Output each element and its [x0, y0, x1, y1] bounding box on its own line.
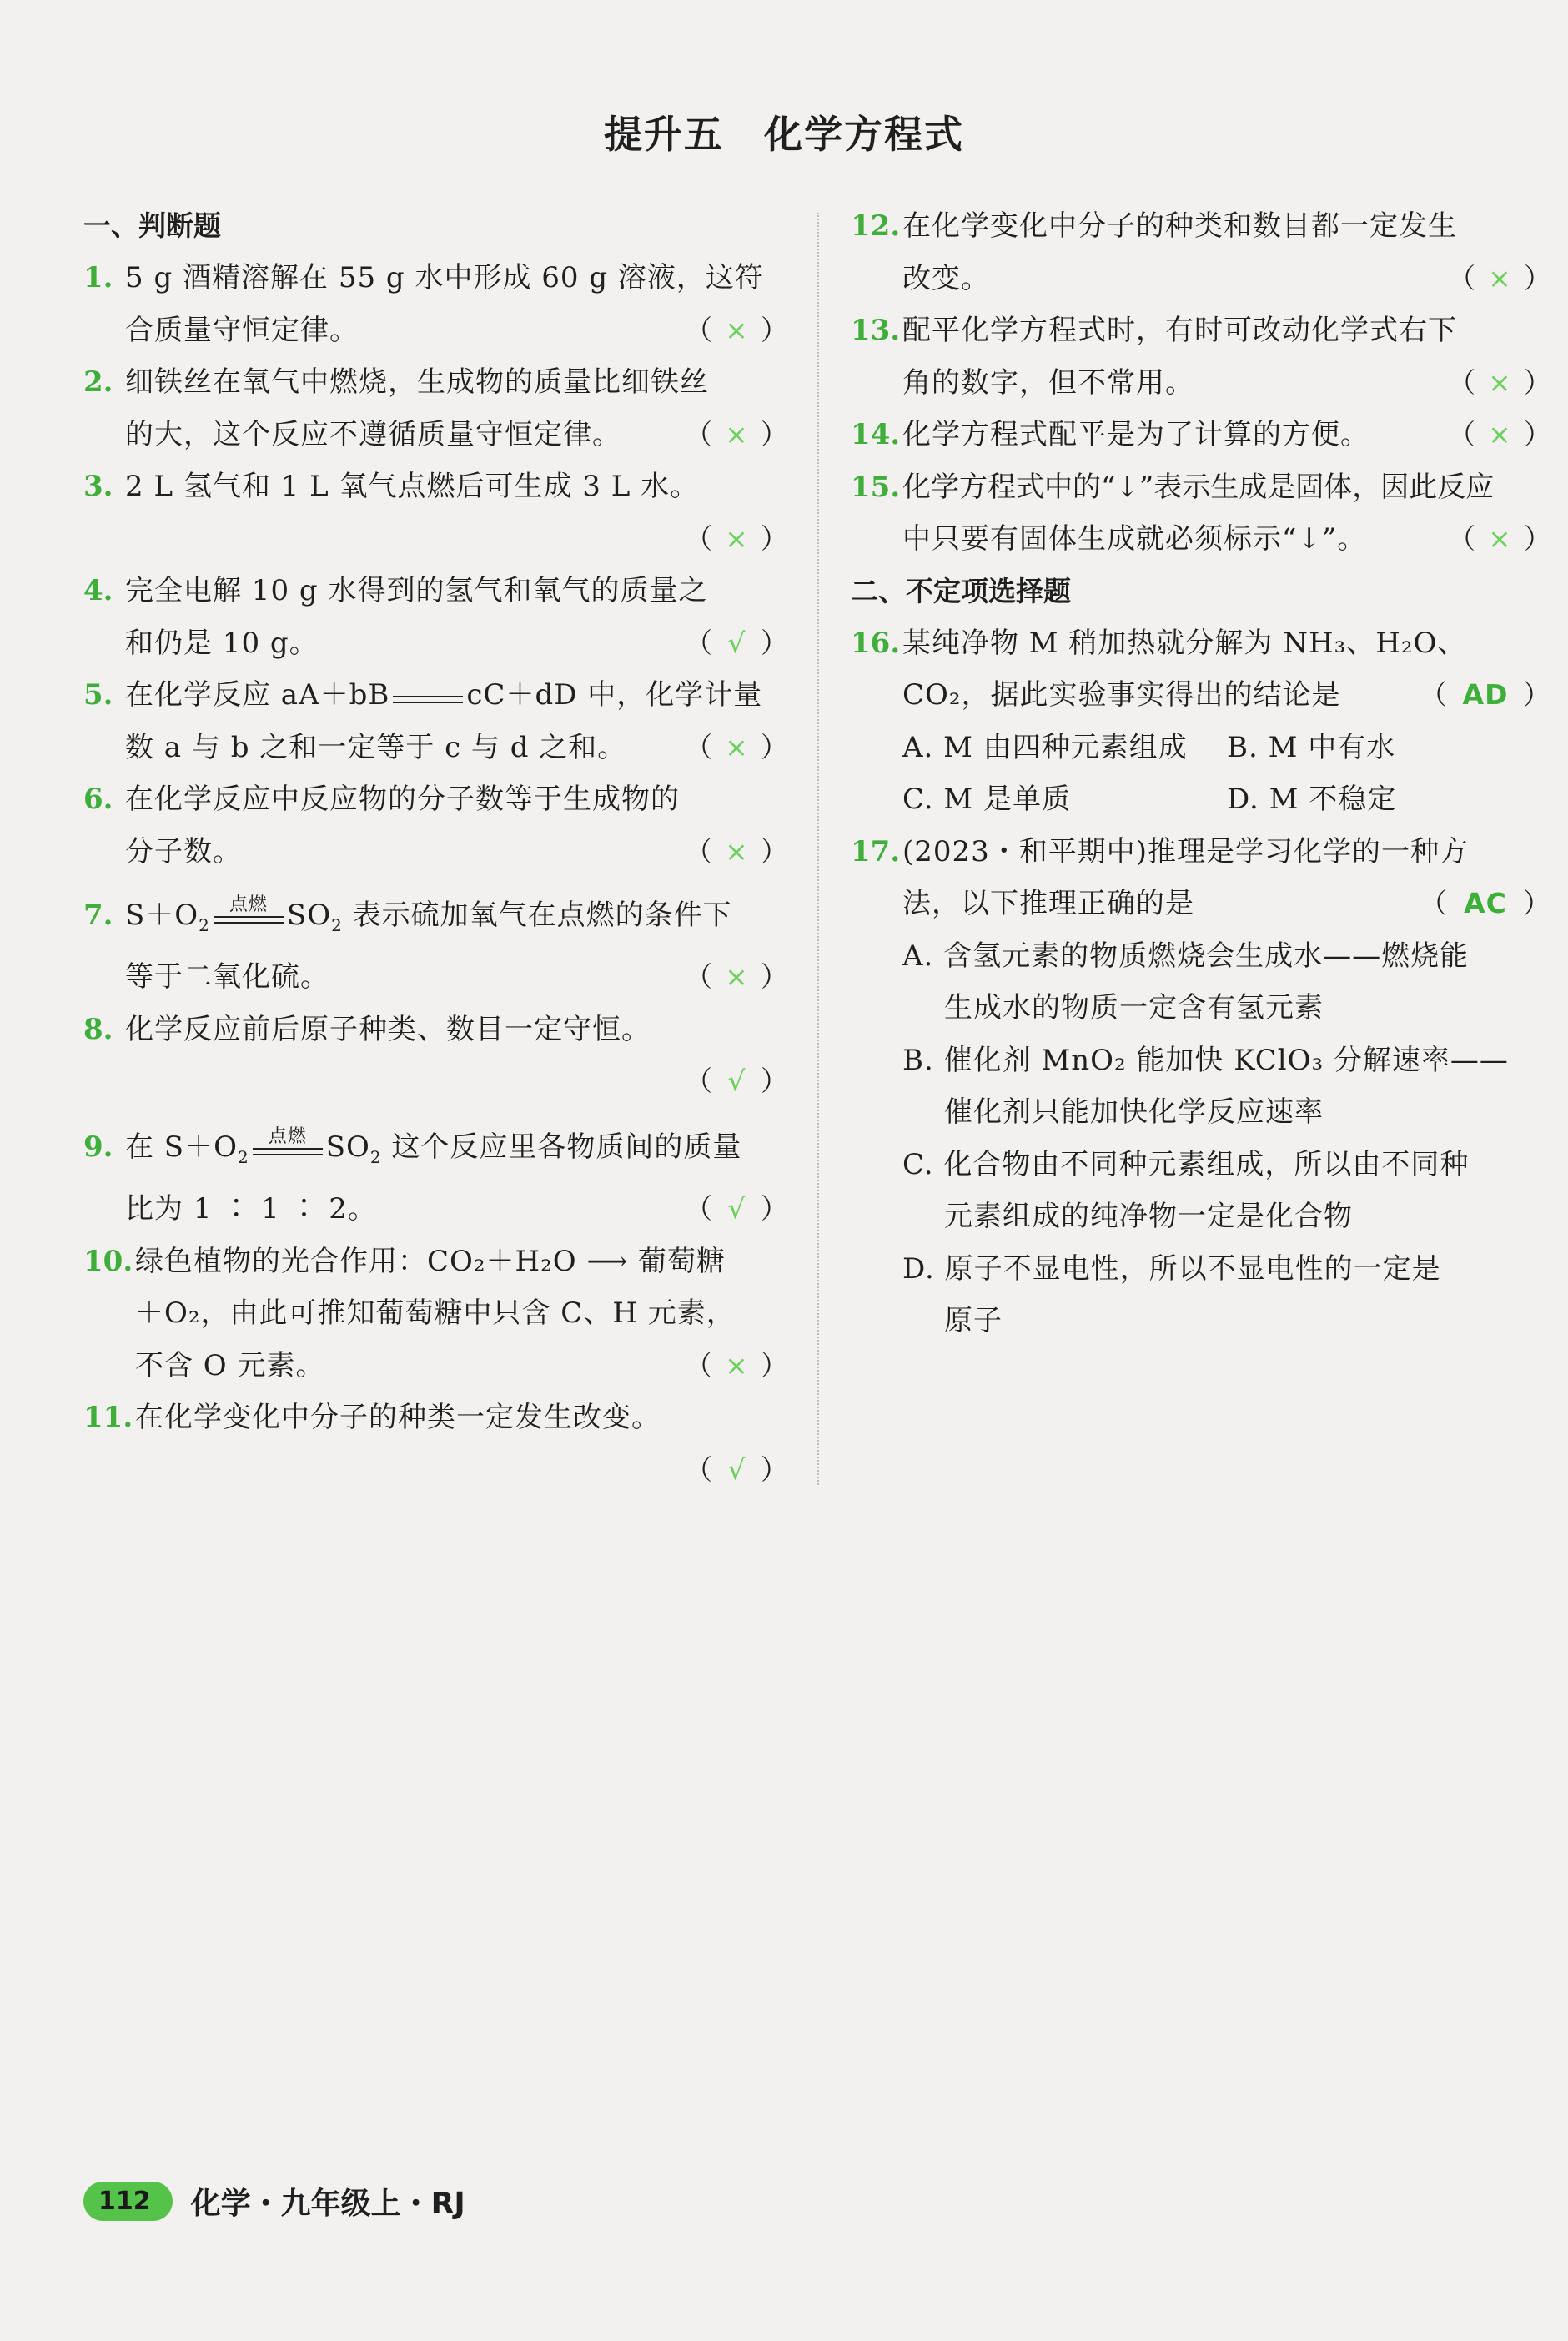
question-number: 2.: [83, 365, 113, 399]
question-15: [851, 461, 1551, 566]
title-sub: 化学方程式: [764, 112, 964, 157]
question-number: 3.: [83, 470, 113, 503]
question-number: 8.: [83, 1012, 113, 1046]
answer-mark: ×: [1488, 522, 1511, 555]
question-12: [851, 200, 1551, 305]
answer-mark: ×: [725, 313, 748, 346]
question-14: [851, 409, 1551, 461]
option-b: B. M 中有水: [1227, 730, 1396, 764]
question-11: [83, 1392, 788, 1496]
section-heading-choice: 二、不定项选择题: [851, 574, 1071, 607]
question-4: [83, 565, 788, 669]
page-footer: [83, 2177, 465, 2224]
answer-mark: ×: [1488, 261, 1511, 295]
answer-bracket: （ AD ）: [1420, 669, 1551, 722]
question-text: ＋O₂，由此可推知葡萄糖中只含 C、H 元素，: [135, 1296, 736, 1331]
question-number: 1.: [83, 261, 113, 295]
question-text: 分子数。: [125, 834, 242, 868]
answer-mark: √: [727, 1192, 746, 1226]
question-text: 等于二氧化硫。: [125, 960, 329, 994]
answer-mark: ×: [725, 417, 748, 451]
option-c: C. M 是单质: [902, 783, 1072, 816]
question-text: 改变。: [902, 261, 990, 295]
answer-bracket: （ √ ）: [685, 1444, 788, 1497]
option-d: D. M 不稳定: [1227, 783, 1397, 816]
question-number: 10.: [83, 1244, 133, 1278]
option-d-cont: 原子: [944, 1304, 1003, 1337]
question-number: 4.: [83, 574, 113, 607]
answer-bracket: （ × ）: [1448, 409, 1551, 461]
reaction-condition: 点燃: [249, 1136, 326, 1161]
answer-bracket: （ × ）: [685, 513, 788, 566]
question-3: [83, 461, 788, 565]
option-c-cont: 元素组成的纯净物一定是化合物: [944, 1200, 1353, 1233]
reaction-condition: 点燃: [210, 904, 287, 929]
question-number: 11.: [83, 1401, 133, 1435]
option-b-cont: 催化剂只能加快化学反应速率: [944, 1095, 1324, 1129]
question-number: 7.: [83, 899, 113, 932]
answer-bracket: （ × ）: [1448, 513, 1551, 566]
option-c: C. 化合物由不同种元素组成，所以由不同种: [902, 1147, 1470, 1181]
question-text: 在化学反应中反应物的分子数等于生成物的: [125, 783, 680, 816]
option-b: B. 催化剂 MnO₂ 能加快 KClO₃ 分解速率——: [902, 1043, 1509, 1077]
answer-bracket: （ × ）: [685, 722, 788, 774]
answer-mark: √: [727, 626, 746, 659]
answer-mark: ×: [1488, 365, 1511, 399]
option-a: A. 含氢元素的物质燃烧会生成水——燃烧能: [902, 939, 1470, 973]
question-text: 角的数字，但不常用。: [902, 365, 1194, 400]
answer-choice: AD: [1462, 678, 1509, 711]
question-16: [851, 617, 1551, 826]
options-row: [902, 773, 1551, 826]
answer-choice: AC: [1464, 887, 1507, 919]
answer-bracket: （ √ ）: [685, 1055, 788, 1108]
question-text: 在化学变化中分子的种类一定发生改变。: [135, 1401, 661, 1435]
question-text: 合质量守恒定律。: [125, 313, 359, 347]
question-13: [851, 305, 1551, 409]
option-a: A. M 由四种元素组成: [902, 730, 1188, 764]
question-7: [83, 889, 788, 1004]
question-text: 的大，这个反应不遵循质量守恒定律。: [125, 417, 621, 451]
answer-mark: ×: [725, 960, 748, 994]
answer-bracket: （ × ）: [685, 826, 788, 879]
question-text: 化学方程式中的“↓”表示生成是固体，因此反应: [902, 470, 1495, 504]
question-text: $S+O_2$ 点燃 $SO_2$ 表示硫加氧气在点燃的条件下: [125, 894, 732, 935]
question-number: 16.: [851, 626, 901, 660]
equals-sign: [389, 684, 466, 709]
answer-mark: ×: [725, 521, 748, 555]
question-number: 13.: [851, 314, 901, 347]
page-title: [0, 104, 1568, 159]
question-number: 15.: [851, 470, 901, 504]
question-9: [83, 1121, 788, 1236]
question-text: 绿色植物的光合作用：CO₂＋H₂O ⟶ 葡萄糖: [135, 1244, 726, 1278]
answer-bracket: （ √ ）: [685, 1183, 788, 1236]
left-column: [83, 200, 788, 1496]
question-17: [851, 826, 1551, 1347]
question-text: 2 L 氢气和 1 L 氧气点燃后可生成 3 L 水。: [125, 470, 700, 503]
question-number: 12.: [851, 209, 901, 243]
question-text: 某纯净物 M 稍加热就分解为 NH₃、H₂O、: [902, 626, 1467, 660]
answer-bracket: （ × ）: [1448, 253, 1551, 305]
question-5: [83, 669, 788, 773]
question-text: CO₂，据此实验事实得出的结论是 （ AD ）: [902, 669, 1551, 722]
question-10: [83, 1236, 788, 1392]
question-1: [83, 252, 788, 356]
answer-bracket: （ × ）: [1448, 357, 1551, 410]
question-number: 14.: [851, 418, 901, 451]
question-text: 法，以下推理正确的是 （ AC ）: [902, 878, 1551, 930]
question-6: [83, 773, 788, 878]
answer-mark: √: [727, 1065, 746, 1098]
answer-bracket: （ AC ）: [1420, 878, 1551, 930]
question-text: 配平化学方程式时，有时可改动化学式右下: [902, 314, 1457, 347]
question-text: 比为 1 ∶ 1 ∶ 2。: [125, 1192, 377, 1226]
answer-mark: ×: [725, 834, 748, 868]
question-text: 完全电解 10 g 水得到的氢气和氧气的质量之: [125, 574, 708, 607]
right-column: [851, 200, 1551, 1347]
option-d: D. 原子不显电性，所以不显电性的一定是: [902, 1251, 1441, 1286]
question-number: 5.: [83, 678, 113, 712]
question-text: 在化学反应 aA＋bB cC＋dD 中，化学计量: [125, 678, 763, 712]
column-divider: [817, 213, 819, 1485]
question-text: 细铁丝在氧气中燃烧，生成物的质量比细铁丝: [125, 365, 709, 399]
section-heading-judge: 一、判断题: [83, 209, 221, 242]
question-text: (2023・和平期中)推理是学习化学的一种方: [902, 834, 1470, 868]
question-text: 在化学变化中分子的种类和数目都一定发生: [902, 209, 1457, 243]
question-2: [83, 356, 788, 461]
answer-bracket: （ × ）: [685, 951, 788, 1004]
book-label: 化学・九年级上・RJ: [190, 2186, 465, 2221]
option-a-cont: 生成水的物质一定含有氢元素: [944, 991, 1324, 1025]
question-text: 在 $S+O_2$ 点燃 $SO_2$ 这个反应里各物质间的质量: [125, 1125, 742, 1167]
title-main: 提升五: [604, 112, 724, 157]
question-text: 不含 O 元素。: [135, 1348, 325, 1382]
answer-mark: ×: [725, 730, 748, 763]
answer-bracket: （ × ）: [685, 409, 788, 461]
answer-bracket: （ √ ）: [685, 617, 788, 670]
question-text: 5 g 酒精溶解在 55 g 水中形成 60 g 溶液，这符: [125, 261, 764, 295]
question-number: 6.: [83, 783, 113, 816]
question-number: 9.: [83, 1130, 113, 1164]
answer-mark: ×: [1488, 418, 1511, 451]
page-number-badge: 112: [83, 2182, 173, 2221]
question-text: 和仍是 10 g。: [125, 626, 319, 660]
question-text: 化学方程式配平是为了计算的方便。: [902, 418, 1369, 451]
question-text: 数 a 与 b 之和一定等于 c 与 d 之和。: [125, 730, 627, 764]
options-row: [902, 722, 1551, 774]
answer-mark: √: [727, 1452, 746, 1486]
answer-bracket: （ × ）: [685, 1340, 788, 1392]
question-text: 化学反应前后原子种类、数目一定守恒。: [125, 1012, 651, 1046]
question-8: [83, 1004, 788, 1108]
question-number: 17.: [851, 834, 901, 868]
question-text: 中只要有固体生成就必须标示“↓”。: [902, 522, 1367, 556]
answer-bracket: （ × ）: [685, 305, 788, 357]
answer-mark: ×: [725, 1348, 748, 1382]
